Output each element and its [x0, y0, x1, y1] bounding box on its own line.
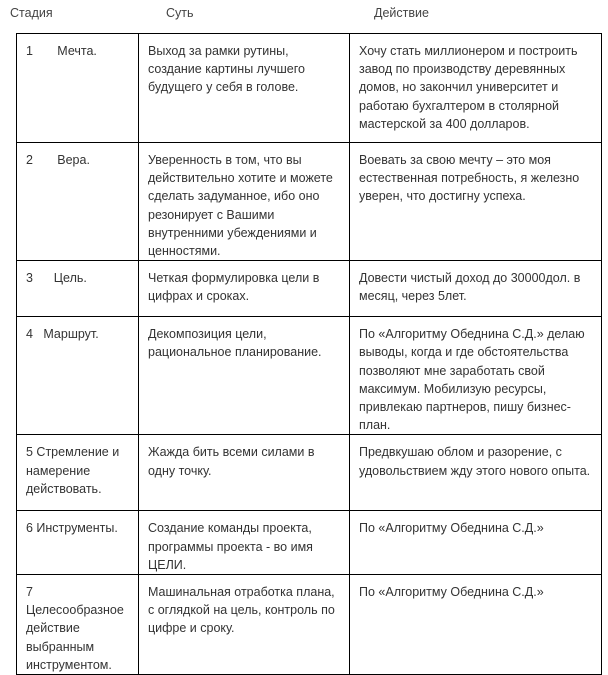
table-row [17, 435, 602, 511]
action-cell: По «Алгоритму Обеднина С.Д.» [350, 575, 602, 675]
action-cell: По «Алгоритму Обеднина С.Д.» делаю выводы, когда и где обстоятельства позволяют мне заработать свой максимум. Мобилизую ресурсы, привлекаю партнеров, пишу бизнес-план. [350, 317, 602, 435]
table-row [17, 511, 602, 575]
table-row [17, 143, 602, 261]
essence-cell: Жажда бить всеми силами в одну точку. [139, 435, 350, 511]
stage-cell: 5 Стремление и намерение действовать. [17, 435, 139, 511]
stage-cell: 2 Вера. [17, 143, 139, 261]
table-row [17, 34, 602, 143]
action-cell: Хочу стать миллионером и построить завод по производству деревянных домов, но закончил университет и работаю бухгалтером в столярной мастерской за 400 долларов. [350, 34, 602, 143]
table-row [17, 317, 602, 435]
essence-cell: Выход за рамки рутины, создание картины лучшего будущего у себя в голове. [139, 34, 350, 143]
stage-cell: 7 Целесообразное действие выбранным инструментом. [17, 575, 139, 675]
action-cell: Довести чистый доход до 30000дол. в месяц, через 5лет. [350, 261, 602, 317]
stage-cell: 6 Инструменты. [17, 511, 139, 575]
essence-cell: Декомпозиция цели, рациональное планирование. [139, 317, 350, 435]
stage-cell: 1 Мечта. [17, 34, 139, 143]
table-row [17, 261, 602, 317]
column-header-action: Действие [374, 6, 429, 20]
column-header-essence: Суть [166, 6, 194, 20]
essence-cell: Создание команды проекта, программы проекта - во имя ЦЕЛИ. [139, 511, 350, 575]
essence-cell: Четкая формулировка цели в цифрах и сроках. [139, 261, 350, 317]
essence-cell: Машинальная отработка плана, с оглядкой на цель, контроль по цифре и сроку. [139, 575, 350, 675]
action-cell: Предвкушаю облом и разорение, с удовольствием жду этого нового опыта. [350, 435, 602, 511]
stage-cell: 4 Маршрут. [17, 317, 139, 435]
table-row [17, 575, 602, 675]
stage-cell: 3 Цель. [17, 261, 139, 317]
essence-cell: Уверенность в том, что вы действительно хотите и можете сделать задуманное, ибо оно резонирует с Вашими внутренними убеждениями и ценностями. [139, 143, 350, 261]
column-header-stage: Стадия [10, 6, 53, 20]
action-cell: Воевать за свою мечту – это моя естественная потребность, я железно уверен, что достигну успеха. [350, 143, 602, 261]
action-cell: По «Алгоритму Обеднина С.Д.» [350, 511, 602, 575]
stages-table [16, 33, 602, 675]
